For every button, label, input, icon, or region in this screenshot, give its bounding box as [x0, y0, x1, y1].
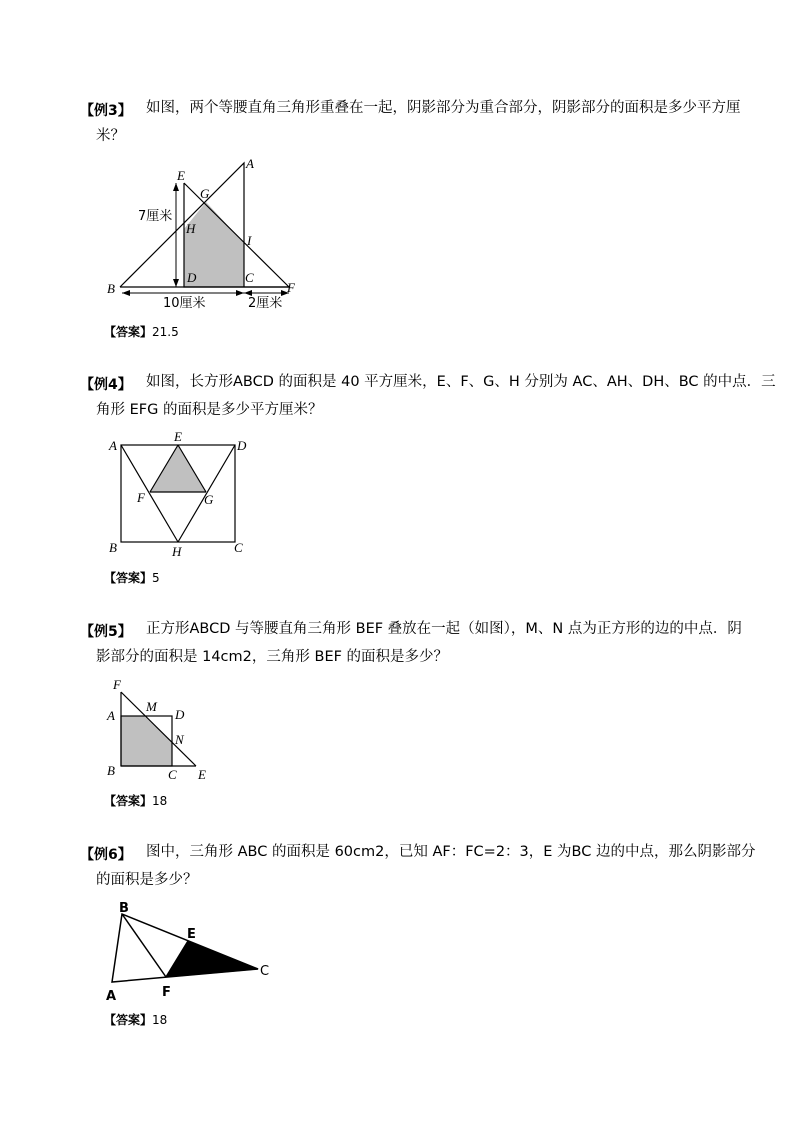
answer-tag: 【答案】: [104, 571, 153, 585]
point-label-c: C: [245, 270, 254, 285]
example-5-question-line2: 影部分的面积是 14cm2，三角形 BEF 的面积是多少？: [96, 649, 449, 665]
example-6-answer: [104, 1011, 167, 1028]
example-4-label: 【例4】: [80, 377, 132, 393]
point-label-g: G: [204, 492, 214, 507]
point-label-b: B: [109, 540, 117, 555]
answer-tag: 【答案】: [104, 1013, 153, 1027]
point-label-d: D: [175, 707, 185, 722]
point-label-c: C: [234, 540, 243, 555]
dimension-7cm: 7厘米: [138, 209, 173, 224]
point-label-h: H: [186, 221, 196, 236]
answer-tag: 【答案】: [104, 794, 153, 808]
point-label-c: C: [260, 964, 270, 979]
point-label-e: E: [198, 767, 206, 782]
example-3-label: 【例3】: [80, 103, 132, 119]
example-3-question-line1: 如图，两个等腰直角三角形重叠在一起，阴影部分为重合部分，阴影部分的面积是多少平方厘: [146, 100, 741, 116]
example-4-question-line1: 如图，长方形ABCD 的面积是 40 平方厘米，E、F、G、H 分别为 AC、AH、DH、BC 的中点．三: [146, 374, 776, 390]
point-label-a: A: [109, 438, 117, 453]
point-label-a: A: [106, 989, 117, 1004]
point-label-d: D: [237, 438, 247, 453]
point-label-m: M: [146, 699, 157, 714]
point-label-f: F: [162, 985, 171, 1000]
point-label-e: E: [174, 429, 182, 444]
point-label-a: A: [107, 708, 115, 723]
answer-value: 18: [152, 794, 168, 808]
example-3-question-line2: 米？: [96, 128, 125, 144]
point-label-g: G: [200, 186, 210, 201]
example-5-label: 【例5】: [80, 624, 132, 640]
point-label-f: F: [287, 280, 295, 295]
example-6-question-line1: 图中，三角形 ABC 的面积是 60cm2，已知 AF：FC=2：3，E 为BC 边的中点，那么阴影部分: [146, 844, 756, 860]
point-label-f: F: [137, 490, 145, 505]
example-6-label: 【例6】: [80, 847, 132, 863]
shaded-triangle-fec: [166, 941, 258, 977]
answer-value: 5: [152, 571, 160, 585]
point-label-n: N: [175, 732, 184, 747]
example-5-question-line1: 正方形ABCD 与等腰直角三角形 BEF 叠放在一起（如图），M、N 点为正方形的边的中点．阴: [146, 621, 742, 637]
point-label-e: E: [177, 168, 185, 183]
point-label-d: D: [187, 270, 197, 285]
point-label-f: F: [113, 677, 121, 692]
point-label-h: H: [172, 544, 182, 559]
example-4-question-line2: 角形 EFG 的面积是多少平方厘米？: [96, 402, 323, 418]
point-label-e: E: [187, 927, 196, 942]
point-label-c: C: [168, 767, 177, 782]
point-label-b: B: [119, 901, 129, 916]
example-6-question-line2: 的面积是多少？: [96, 872, 198, 888]
point-label-b: B: [107, 763, 115, 778]
point-label-a: A: [246, 156, 254, 171]
point-label-b: B: [107, 281, 115, 296]
answer-tag: 【答案】: [104, 325, 153, 339]
answer-value: 21.5: [152, 325, 179, 339]
answer-value: 18: [152, 1013, 168, 1027]
dimension-10cm: 10厘米: [163, 296, 206, 311]
dimension-2cm: 2厘米: [248, 296, 283, 311]
point-label-i: I: [247, 233, 252, 248]
